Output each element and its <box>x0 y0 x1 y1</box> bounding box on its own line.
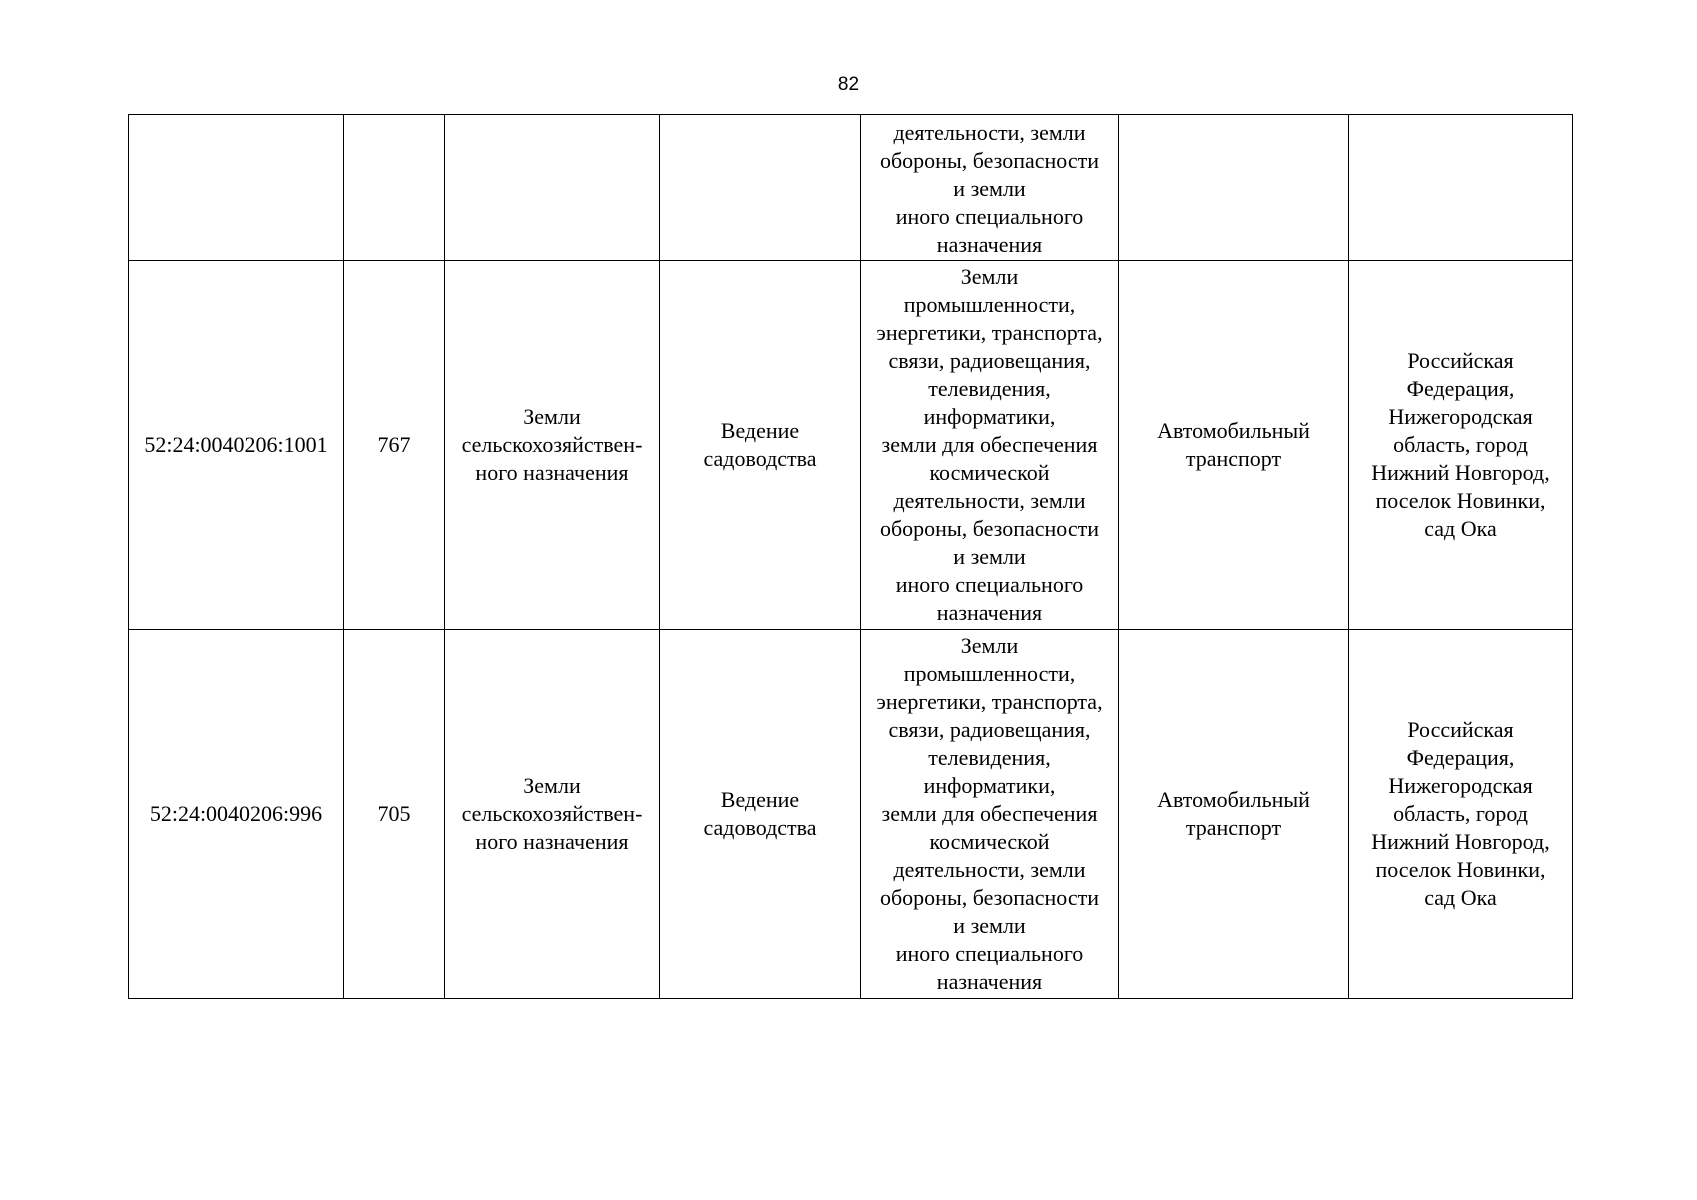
object-cell: Автомобильный транспорт <box>1119 261 1349 630</box>
target-category-cell: Земли промышленности, энергетики, транспорта, связи, радиовещания, телевидения, информатики, земли для обеспечения космической деятельности, земли обороны, безопасности и земли иного специального назначения <box>861 261 1119 630</box>
land-plots-table <box>128 114 1573 999</box>
location-cell: Российская Федерация, Нижегородская область, город Нижний Новгород, поселок Новинки, сад Ока <box>1349 630 1573 999</box>
permitted-use-cell: Ведение садоводства <box>660 630 861 999</box>
cadastral-number-cell: 52:24:0040206:1001 <box>129 261 344 630</box>
location-cell: Российская Федерация, Нижегородская область, город Нижний Новгород, поселок Новинки, сад Ока <box>1349 261 1573 630</box>
cadastral-number-cell <box>129 115 344 261</box>
area-cell <box>344 115 445 261</box>
target-category-cell: Земли промышленности, энергетики, транспорта, связи, радиовещания, телевидения, информатики, земли для обеспечения космической деятельности, земли обороны, безопасности и земли иного специального назначения <box>861 630 1119 999</box>
target-category-cell: деятельности, земли обороны, безопасности и земли иного специального назначения <box>861 115 1119 261</box>
page-number: 82 <box>837 74 860 95</box>
cadastral-number-cell: 52:24:0040206:996 <box>129 630 344 999</box>
location-cell <box>1349 115 1573 261</box>
permitted-use-cell <box>660 115 861 261</box>
permitted-use-cell: Ведение садоводства <box>660 261 861 630</box>
object-cell: Автомобильный транспорт <box>1119 630 1349 999</box>
land-category-cell: Земли сельскохозяйствен- ного назначения <box>445 261 660 630</box>
area-cell: 705 <box>344 630 445 999</box>
table-row <box>129 261 1573 630</box>
area-cell: 767 <box>344 261 445 630</box>
land-category-cell <box>445 115 660 261</box>
table-row <box>129 630 1573 999</box>
object-cell <box>1119 115 1349 261</box>
land-category-cell: Земли сельскохозяйствен- ного назначения <box>445 630 660 999</box>
table-row <box>129 115 1573 261</box>
